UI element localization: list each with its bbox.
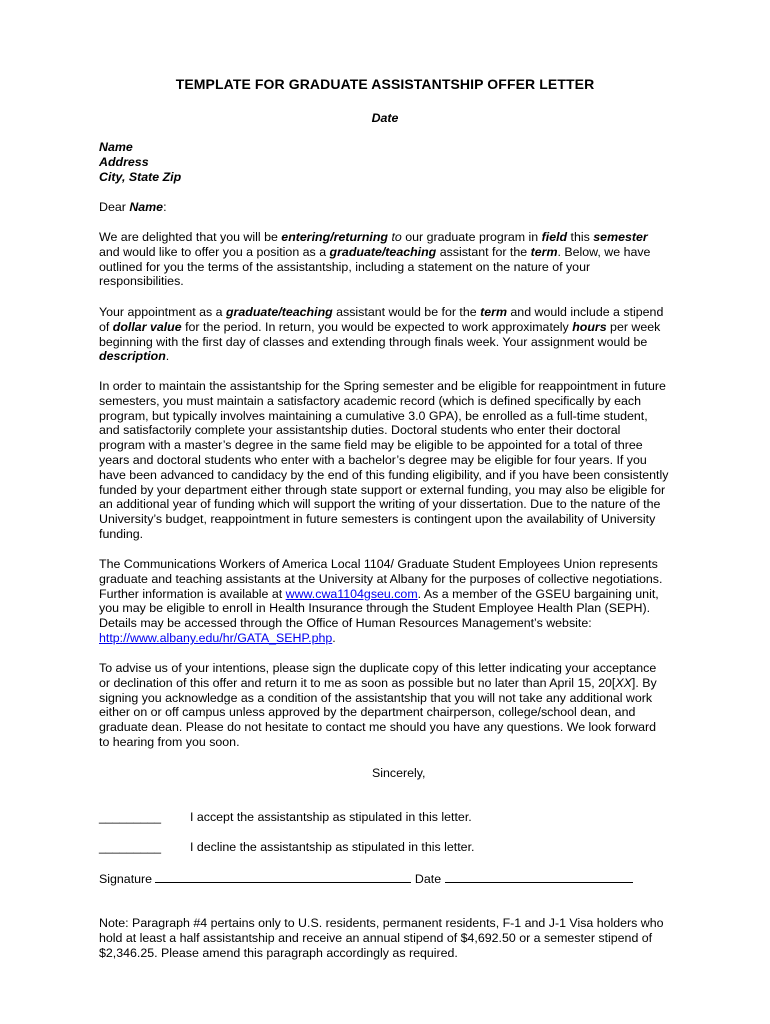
p1-text: our graduate program in bbox=[401, 230, 542, 244]
salutation bbox=[99, 200, 669, 215]
p1-text: this bbox=[567, 230, 594, 244]
accept-blank[interactable]: _________ bbox=[99, 810, 162, 824]
p5-text: ]. By signing you acknowledge as a condition of the assistantship that you will not take any additional work either on or off campus unless approved by the department chairperson, college/school dean, and graduate dean. Please do not hesitate to contact me should you have any questions. We look forward to hearing from you soon. bbox=[99, 675, 657, 749]
signature-line[interactable] bbox=[155, 870, 411, 883]
p2-field-hours: hours bbox=[572, 319, 607, 334]
paragraph-4 bbox=[99, 557, 669, 646]
hr-sehp-link[interactable]: http://www.albany.edu/hr/GATA_SEHP.php bbox=[99, 630, 333, 645]
salutation-colon: : bbox=[163, 200, 167, 214]
paragraph-1 bbox=[99, 230, 669, 289]
salutation-name: Name bbox=[129, 200, 164, 214]
p4-text: The Communications Workers of America Local 1104/ Graduate Student Employees Union represents graduate and teaching assistants at the University at Albany for the purposes of collective negotiations. Further information is available at bbox=[99, 557, 663, 601]
date-placeholder: Date bbox=[371, 111, 399, 125]
paragraph-5 bbox=[99, 661, 669, 750]
closing: Sincerely, bbox=[372, 766, 426, 780]
p2-field-description: description bbox=[99, 349, 166, 364]
p1-field-field: field bbox=[541, 230, 568, 244]
p2-text: . bbox=[165, 349, 170, 364]
signature-label: Signature bbox=[99, 872, 156, 886]
decline-statement: I decline the assistantship as stipulated in this letter. bbox=[190, 840, 475, 854]
p1-text: and would like to offer you a position as a bbox=[99, 244, 330, 259]
p1-field-to: to bbox=[391, 230, 402, 244]
p1-field-term: term bbox=[530, 244, 558, 259]
date-label: Date bbox=[411, 872, 445, 886]
p1-text: We are delighted that you will be bbox=[99, 230, 282, 244]
p1-field-entering: entering/returning bbox=[281, 230, 388, 244]
p2-field-position: graduate/teaching bbox=[225, 305, 333, 319]
p2-text: assistant would be for the bbox=[332, 305, 481, 319]
p5-text: To advise us of your intentions, please sign the duplicate copy of this letter indicating your acceptance or declination of this offer and return it to me as soon as possible but no later than April 15, 20[ bbox=[99, 661, 657, 690]
p2-field-term: term bbox=[480, 305, 507, 319]
accept-statement: I accept the assistantship as stipulated in this letter. bbox=[190, 810, 472, 824]
footnote: Note: Paragraph #4 pertains only to U.S. residents, permanent residents, F-1 and J-1 Visa holders who hold at least a half assistantship and receive an annual stipend of $4,692.50 or a semester stipend of $2,346.25. Please amend this paragraph accordingly as required. bbox=[99, 916, 664, 960]
recipient-address bbox=[99, 140, 669, 184]
p2-field-stipend: dollar value bbox=[112, 319, 182, 334]
document-title: TEMPLATE FOR GRADUATE ASSISTANTSHIP OFFER LETTER bbox=[175, 76, 595, 92]
p5-field-year: XX bbox=[615, 675, 632, 690]
recipient-street: Address bbox=[99, 154, 149, 169]
date-line[interactable] bbox=[445, 870, 633, 883]
decline-blank[interactable]: _________ bbox=[99, 840, 162, 854]
p1-field-position: graduate/teaching bbox=[329, 244, 437, 259]
signature-row bbox=[99, 870, 633, 886]
p2-text: per week beginning with the first day of classes and extending through finals week. Your assignment would be bbox=[99, 319, 661, 349]
recipient-city: City, State Zip bbox=[99, 169, 182, 184]
recipient-name: Name bbox=[99, 140, 133, 154]
p4-text: . bbox=[332, 630, 336, 645]
p2-text: Your appointment as a bbox=[99, 305, 226, 319]
salutation-dear: Dear bbox=[99, 200, 130, 214]
p4-text: . As a member of the GSEU bargaining unit, you may be eligible to enroll in Health Insurance through the Student Employee Health Plan (SEPH). Details may be accessed through the Office of Human Resources Management’s website: bbox=[99, 586, 659, 631]
p1-text: assistant for the bbox=[436, 244, 531, 259]
p2-text: for the period. In return, you would be expected to work approximately bbox=[181, 319, 573, 334]
p2-text: and would include a stipend of bbox=[99, 305, 664, 334]
p1-text: . Below, we have outlined for you the terms of the assistantship, including a statement on the nature of your responsibilities. bbox=[99, 244, 651, 289]
gseu-website-link[interactable]: www.cwa1104gseu.com bbox=[285, 586, 418, 601]
paragraph-2 bbox=[99, 305, 669, 364]
p1-field-semester: semester bbox=[593, 230, 648, 244]
paragraph-3: In order to maintain the assistantship for the Spring semester and be eligible for reappointment in future semesters, you must maintain a satisfactory academic record (which is defined specifically by each program, but typically involves maintaining a cumulative 3.0 GPA), be enrolled as a full-time student, and satisfactorily complete your assistantship duties. Doctoral students who enter their doctoral program with a master’s degree in the same field may be eligible to be appointed for a total of three years and doctoral students who enter with a bachelor’s degree may be eligible for four years. If you have been advanced to candidacy by the end of this funding eligibility, and if you have been consistently funded by your department either through state support or external funding, you may also be eligible for an additional year of funding which will support the writing of your dissertation. Due to the nature of the University’s budget, reappointment in future semesters is contingent upon the availability of University funding. bbox=[99, 379, 669, 541]
